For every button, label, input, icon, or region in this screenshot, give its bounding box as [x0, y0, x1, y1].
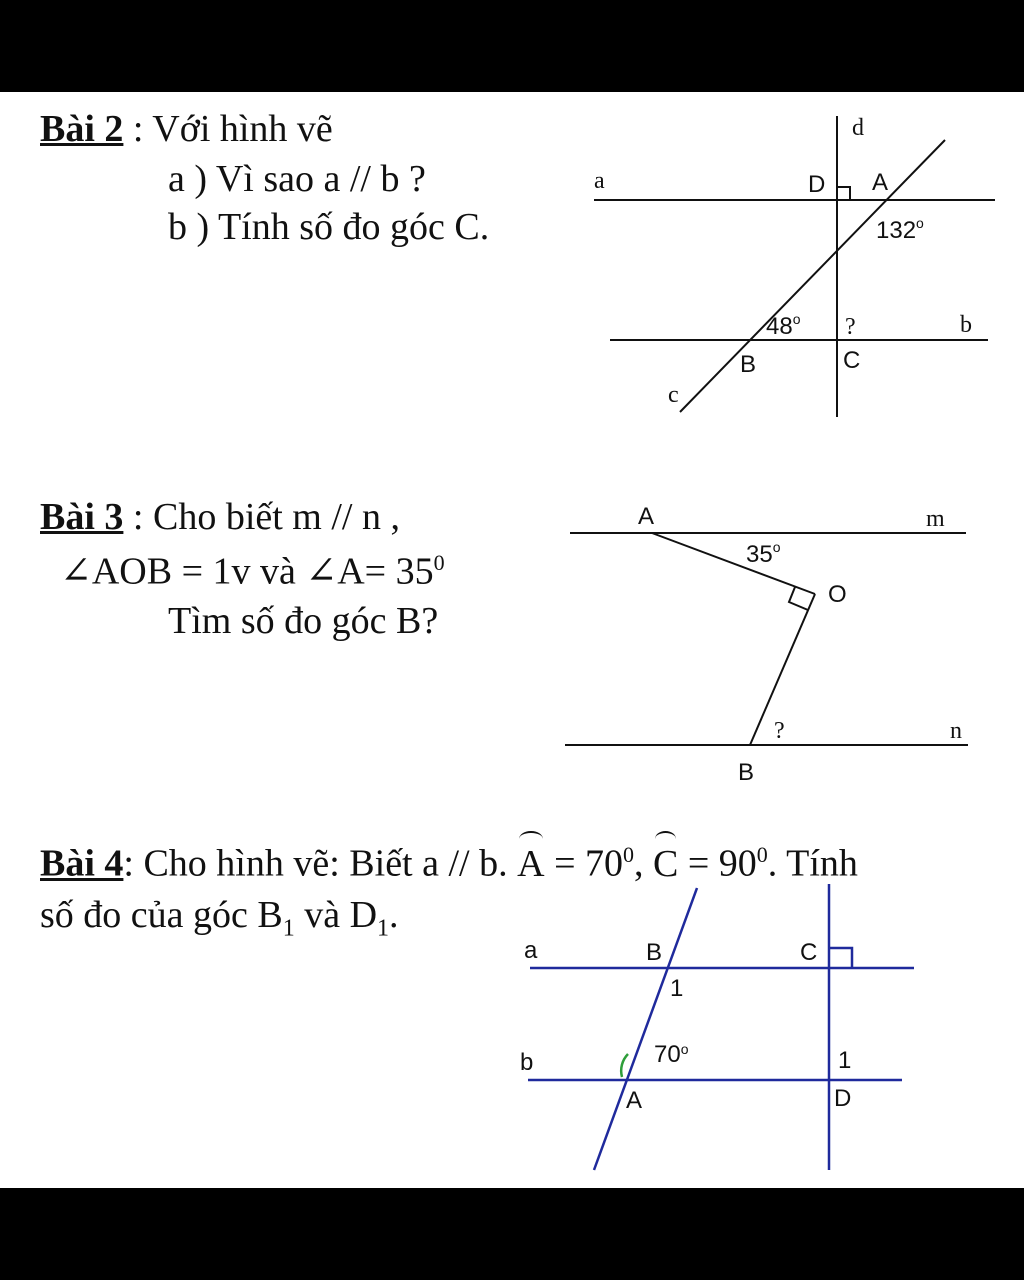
label-m: m — [926, 506, 945, 532]
angle-label-48: 48$^o$ — [766, 311, 801, 340]
label-D: D — [834, 1085, 852, 1112]
label-unknown-angle: ? — [845, 314, 856, 340]
bai3-heading — [40, 498, 400, 536]
bai2-question-b: b ) Tính số đo góc C. — [168, 206, 490, 248]
label-c: c — [668, 382, 679, 408]
geometry-figures — [0, 92, 1024, 1188]
angle-C-hat: C — [653, 842, 679, 885]
angle-label-132: 132$^o$ — [876, 215, 924, 244]
label-B: B — [646, 939, 663, 966]
label-A: A — [626, 1087, 643, 1114]
bai4-sub2: 1 — [377, 915, 390, 942]
bai4-line2b: và D — [294, 894, 378, 936]
bai4-eq1: = 70 — [544, 842, 623, 885]
bai3-condition — [60, 552, 445, 591]
label-D: D — [808, 171, 826, 198]
label-O: O — [828, 581, 847, 608]
angle-arc-A — [621, 1054, 628, 1077]
bai4-labels — [520, 937, 851, 1114]
label-angle-B1: 1 — [670, 975, 684, 1002]
bai2-figure — [594, 116, 995, 417]
bai4-line2a: số đo của góc B — [40, 894, 283, 936]
bai3-line1: Cho biết m // n , — [152, 496, 400, 538]
bai3-degree: 0 — [433, 550, 445, 575]
label-A: A — [872, 169, 889, 196]
angle-A-hat: A — [517, 842, 545, 885]
label-a: a — [524, 937, 538, 964]
bai2-question-a: a ) Vì sao a // b ? — [168, 158, 426, 200]
bai3-title: Bài 3 — [40, 496, 124, 538]
transversal-AB — [594, 888, 697, 1170]
bai4-heading — [40, 844, 858, 883]
segment-AO — [652, 533, 815, 594]
bai2-intro: Với hình vẽ — [152, 108, 333, 150]
bai2-title: Bài 2 — [40, 108, 124, 150]
label-C: C — [800, 939, 818, 966]
angle-label-70: 70$^o$ — [654, 1041, 689, 1068]
label-angle-D1: 1 — [838, 1047, 852, 1074]
bai4-sub1: 1 — [282, 915, 295, 942]
bai4-deg1: 0 — [623, 842, 634, 867]
right-angle-mark-C — [829, 948, 852, 968]
label-b: b — [520, 1049, 534, 1076]
label-B: B — [738, 759, 755, 786]
angle-label-35: 35$^o$ — [746, 539, 781, 568]
bai4-title: Bài 4 — [40, 842, 124, 885]
bai4-figure — [528, 884, 914, 1170]
bai4-deg2: 0 — [756, 842, 768, 867]
right-angle-mark — [837, 187, 850, 200]
label-a: a — [594, 168, 605, 194]
label-d: d — [852, 115, 864, 141]
label-A: A — [638, 503, 655, 530]
label-unknown-angle: ? — [774, 718, 785, 744]
bai2-sep: : — [123, 108, 153, 150]
label-C: C — [843, 347, 861, 374]
bai3-line2: ∠AOB = 1v và ∠A= 35 — [60, 550, 434, 593]
bai2-labels — [594, 115, 972, 408]
bai4-eq2: = 90 — [678, 842, 757, 885]
worksheet — [0, 92, 1024, 1188]
bai3-question: Tìm số đo góc B? — [168, 600, 439, 642]
label-B: B — [740, 351, 757, 378]
label-n: n — [950, 718, 962, 744]
bai4-line2c: . — [389, 894, 399, 936]
bai3-sep: : — [123, 496, 153, 538]
bai4-comma: , — [634, 842, 653, 885]
bai4-intro: : Cho hình vẽ: Biết a // b. — [123, 842, 518, 885]
label-b: b — [960, 312, 972, 338]
bai4-tail: . Tính — [767, 842, 858, 885]
bai4-question — [40, 896, 399, 941]
